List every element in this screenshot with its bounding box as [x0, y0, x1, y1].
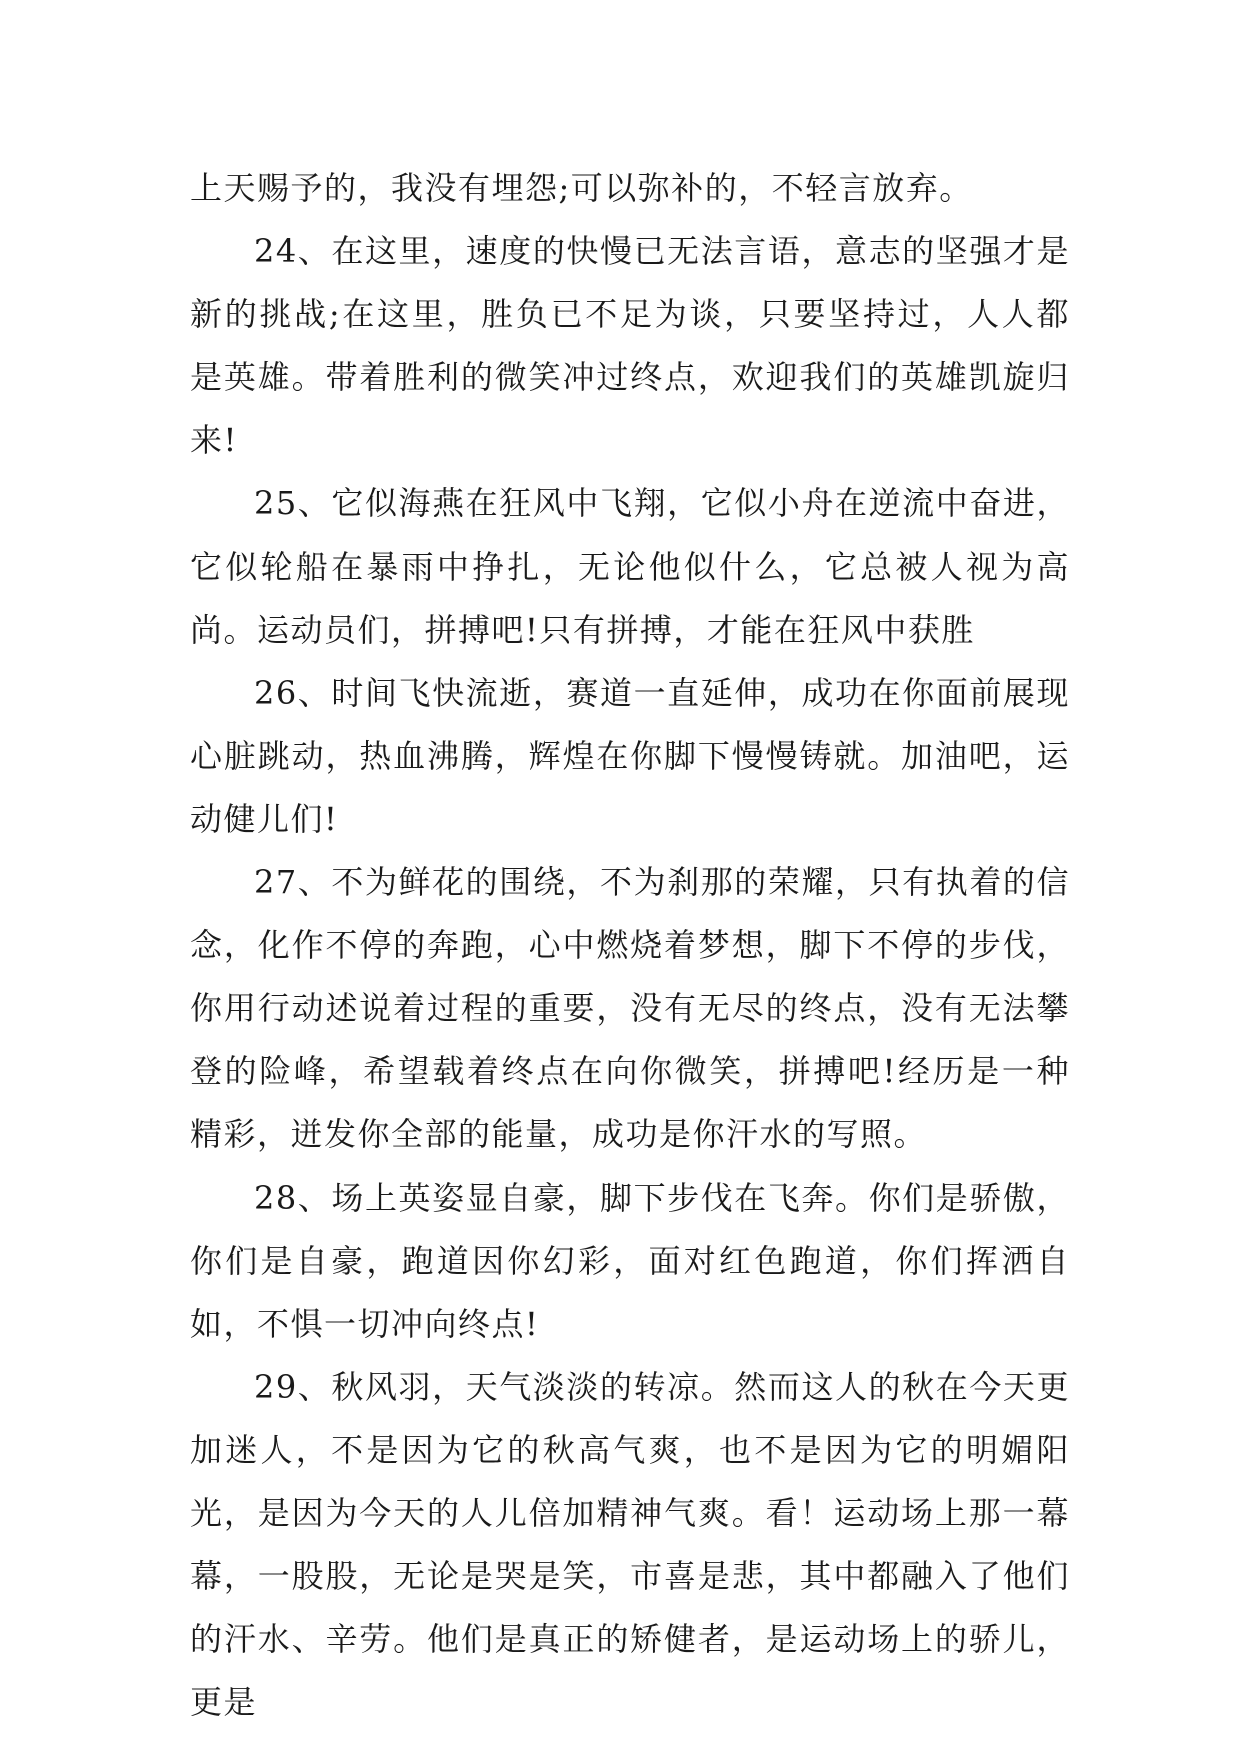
document-body — [190, 157, 1070, 1734]
paragraph-24: 24、在这里，速度的快慢已无法言语，意志的坚强才是新的挑战;在这里，胜负已不足为谈，只要坚持过，人人都是英雄。带着胜利的微笑冲过终点，欢迎我们的英雄凯旋归来! — [190, 232, 1070, 460]
paragraph-25: 25、它似海燕在狂风中飞翔，它似小舟在逆流中奋进，它似轮船在暴雨中挣扎，无论他似什么，它总被人视为高尚。运动员们，拼搏吧!只有拼搏，才能在狂风中获胜 — [190, 484, 1070, 649]
paragraph-29: 29、秋风羽，天气淡淡的转凉。然而这人的秋在今天更加迷人，不是因为它的秋高气爽，也不是因为它的明媚阳光，是因为今天的人儿倍加精神气爽。看！运动场上那一幕幕，一股股，无论是哭是笑，市喜是悲，其中都融入了他们的汗水、辛劳。他们是真正的矫健者，是运动场上的骄儿，更是 — [190, 1367, 1070, 1722]
paragraph-continuation: 上天赐予的，我没有埋怨;可以弥补的，不轻言放弃。 — [190, 169, 973, 207]
paragraph-28: 28、场上英姿显自豪，脚下步伐在飞奔。你们是骄傲，你们是自豪，跑道因你幻彩，面对红色跑道，你们挥洒自如，不惧一切冲向终点! — [190, 1178, 1070, 1343]
paragraph-26: 26、时间飞快流逝，赛道一直延伸，成功在你面前展现心脏跳动，热血沸腾，辉煌在你脚下慢慢铸就。加油吧，运动健儿们! — [190, 673, 1070, 838]
paragraph-27: 27、不为鲜花的围绕，不为刹那的荣耀，只有执着的信念，化作不停的奔跑，心中燃烧着梦想，脚下不停的步伐，你用行动述说着过程的重要，没有无尽的终点，没有无法攀登的险峰，希望载着终点在向你微笑，拼搏吧!经历是一种精彩，迸发你全部的能量，成功是你汗水的写照。 — [190, 863, 1070, 1154]
